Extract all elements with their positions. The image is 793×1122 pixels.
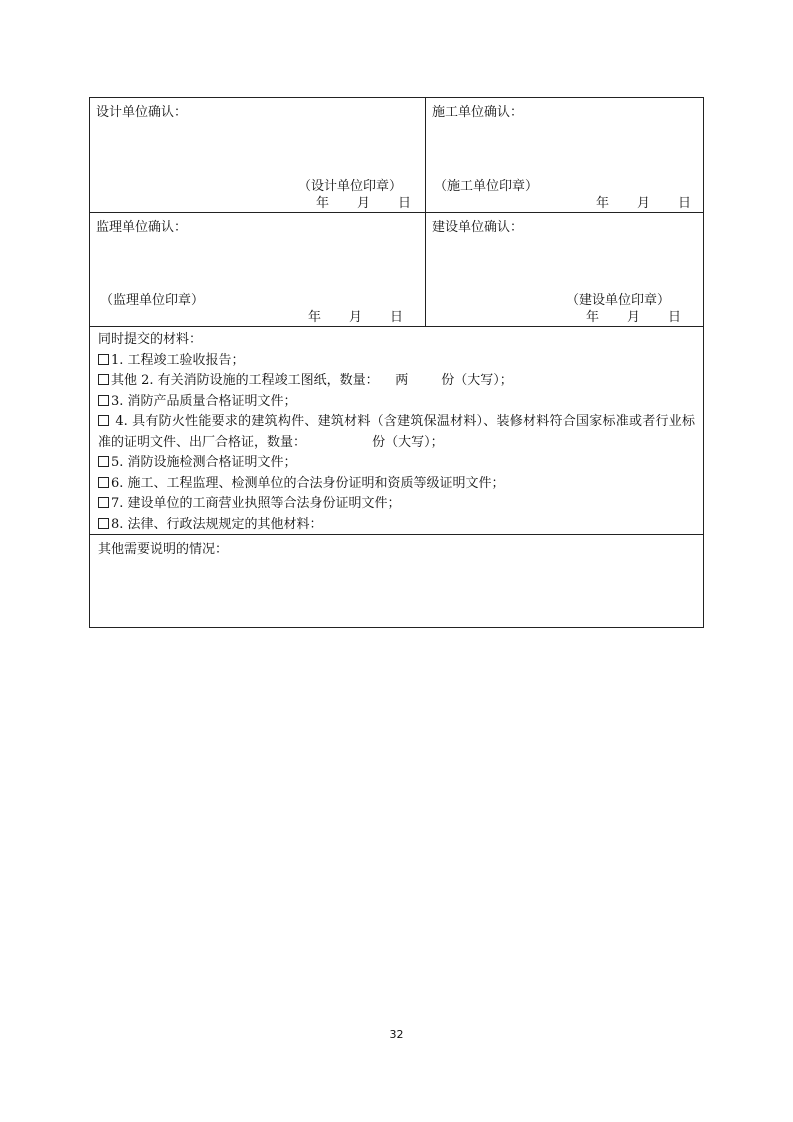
material-item-4 bbox=[98, 412, 695, 453]
owner-year: 年 bbox=[586, 310, 600, 325]
checkbox-icon[interactable] bbox=[98, 395, 109, 406]
checkbox-icon[interactable] bbox=[98, 456, 109, 467]
checkbox-icon[interactable] bbox=[98, 374, 109, 385]
material-item-3 bbox=[98, 392, 695, 413]
design-confirmation-cell bbox=[90, 98, 426, 212]
material-item-2 bbox=[98, 371, 695, 392]
material-item-5 bbox=[98, 453, 695, 474]
construction-seal-text: （施工单位印章） bbox=[434, 179, 539, 194]
material-item-text: 8. 法律、行政法规规定的其他材料： bbox=[111, 516, 323, 532]
supervision-seal-text: （监理单位印章） bbox=[100, 293, 205, 308]
checkbox-icon[interactable] bbox=[98, 354, 109, 365]
materials-row bbox=[90, 327, 703, 535]
material-item-text: 3. 消防产品质量合格证明文件； bbox=[111, 393, 297, 409]
material-item-text: 4. 具有防火性能要求的建筑构件、建筑材料（含建筑保温材料）、装修材料符合国家标准或者行业标准的证明文件、出厂合格证，数量： 份（大写）； bbox=[98, 414, 695, 450]
material-item-8 bbox=[98, 515, 695, 536]
construction-day: 日 bbox=[678, 196, 692, 211]
construction-month: 月 bbox=[637, 196, 651, 211]
material-item-6 bbox=[98, 474, 695, 495]
material-item-text: 1. 工程竣工验收报告； bbox=[111, 352, 245, 368]
owner-day: 日 bbox=[668, 310, 682, 325]
acceptance-form-table bbox=[89, 97, 704, 628]
checkbox-icon[interactable] bbox=[98, 497, 109, 508]
supervision-confirmation-label: 监理单位确认： bbox=[96, 220, 188, 235]
supervision-day: 日 bbox=[390, 310, 404, 325]
owner-date bbox=[586, 306, 681, 325]
material-item-7 bbox=[98, 494, 695, 515]
checkbox-icon[interactable] bbox=[98, 415, 109, 426]
supervision-date bbox=[308, 306, 403, 325]
supervision-month: 月 bbox=[349, 310, 363, 325]
supervision-year: 年 bbox=[308, 310, 322, 325]
design-day: 日 bbox=[398, 196, 412, 211]
materials-heading: 同时提交的材料： bbox=[98, 332, 203, 347]
confirmation-row-2 bbox=[90, 213, 703, 327]
notes-cell[interactable] bbox=[90, 535, 703, 627]
construction-confirmation-cell bbox=[426, 98, 703, 212]
material-item-text: 6. 施工、工程监理、检测单位的合法身份证明和资质等级证明文件； bbox=[111, 475, 505, 491]
construction-confirmation-label: 施工单位确认： bbox=[432, 105, 524, 120]
confirmation-row-1 bbox=[90, 98, 703, 213]
material-item-text: 其他 2. 有关消防设施的工程竣工图纸，数量： 两 份（大写）； bbox=[111, 373, 513, 388]
materials-cell bbox=[90, 327, 703, 534]
owner-month: 月 bbox=[627, 310, 641, 325]
material-item-text: 7. 建设单位的工商营业执照等合法身份证明文件； bbox=[111, 496, 401, 511]
checkbox-icon[interactable] bbox=[98, 477, 109, 488]
design-confirmation-label: 设计单位确认： bbox=[96, 105, 188, 120]
notes-label: 其他需要说明的情况： bbox=[98, 542, 229, 557]
design-month: 月 bbox=[357, 196, 371, 211]
page-number: 32 bbox=[389, 1028, 404, 1041]
owner-confirmation-cell bbox=[426, 213, 703, 326]
construction-year: 年 bbox=[596, 196, 610, 211]
owner-seal-text: （建设单位印章） bbox=[566, 293, 671, 308]
design-year: 年 bbox=[316, 196, 330, 211]
checkbox-icon[interactable] bbox=[98, 518, 109, 529]
supervision-confirmation-cell bbox=[90, 213, 426, 326]
material-item-1 bbox=[98, 351, 695, 372]
construction-date bbox=[596, 192, 691, 211]
design-date bbox=[316, 192, 411, 211]
material-item-text: 5. 消防设施检测合格证明文件； bbox=[111, 455, 297, 470]
design-seal-text: （设计单位印章） bbox=[298, 179, 403, 194]
owner-confirmation-label: 建设单位确认： bbox=[432, 220, 524, 235]
notes-row bbox=[90, 535, 703, 627]
